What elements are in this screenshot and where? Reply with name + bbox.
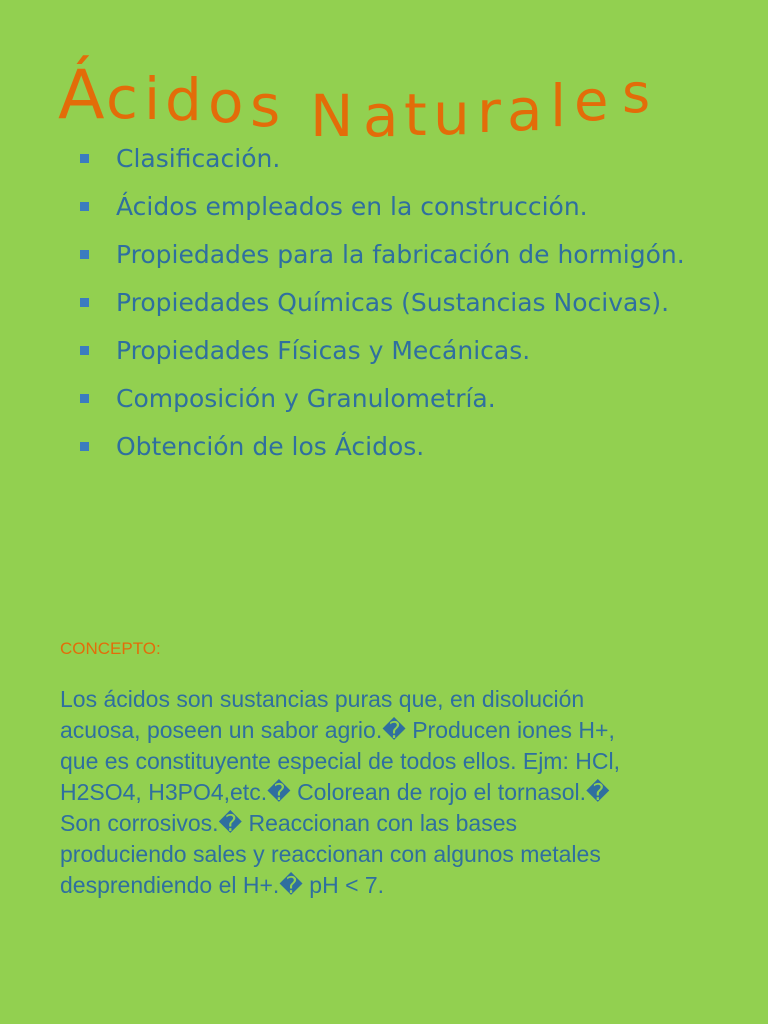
square-bullet-icon [80,346,89,355]
list-item [78,284,748,322]
list-item-text: Obtención de los Ácidos. [116,432,425,461]
list-item-text: Ácidos empleados en la construcción. [116,192,588,221]
title-letter: s [250,72,281,140]
list-item-text: Composición y Granulometría. [116,384,496,413]
concept-paragraph: Los ácidos son sustancias puras que, en disolución acuosa, poseen un sabor agrio.� Producen iones H+, que es constituyente especial de todos ellos. Ejm: HCl, H2SO4, H3PO4,etc.� Colorean de rojo el tornasol.� Son corrosivos.� Reaccionan con las bases produciendo sales y reaccionan con algunos metales desprendiendo el H+.� pH < 7. [60,686,620,898]
square-bullet-icon [80,250,89,259]
title-letter: l [550,72,567,140]
title-letter: e [574,69,609,134]
title-letter: o [208,68,244,136]
title-letter: c [106,64,138,132]
title-letter: d [165,66,202,134]
title-letter: Á [58,56,105,135]
title-letter: i [144,65,161,133]
square-bullet-icon [80,202,89,211]
list-item-text: Propiedades para la fabricación de hormigón. [116,240,685,269]
title-letter: a [507,76,543,144]
title-letter: s [622,62,651,125]
square-bullet-icon [80,154,89,163]
list-item [78,188,748,226]
square-bullet-icon [80,442,89,451]
list-item-text: Propiedades Químicas (Sustancias Nocivas). [116,288,670,317]
list-item [78,140,748,178]
square-bullet-icon [80,298,89,307]
title-letter: a [363,82,399,150]
concept-heading: CONCEPTO: [60,639,161,658]
topic-list [78,140,748,476]
square-bullet-icon [80,394,89,403]
title-letter: t [404,81,427,149]
list-item [78,236,748,274]
title-letter: N [310,82,354,150]
list-item [78,428,748,466]
list-item [78,332,748,370]
list-item-text: Propiedades Físicas y Mecánicas. [116,336,531,365]
list-item [78,380,748,418]
list-item-text: Clasificación. [116,144,281,173]
title-letter: u [433,80,470,148]
title-letter: r [477,78,501,146]
